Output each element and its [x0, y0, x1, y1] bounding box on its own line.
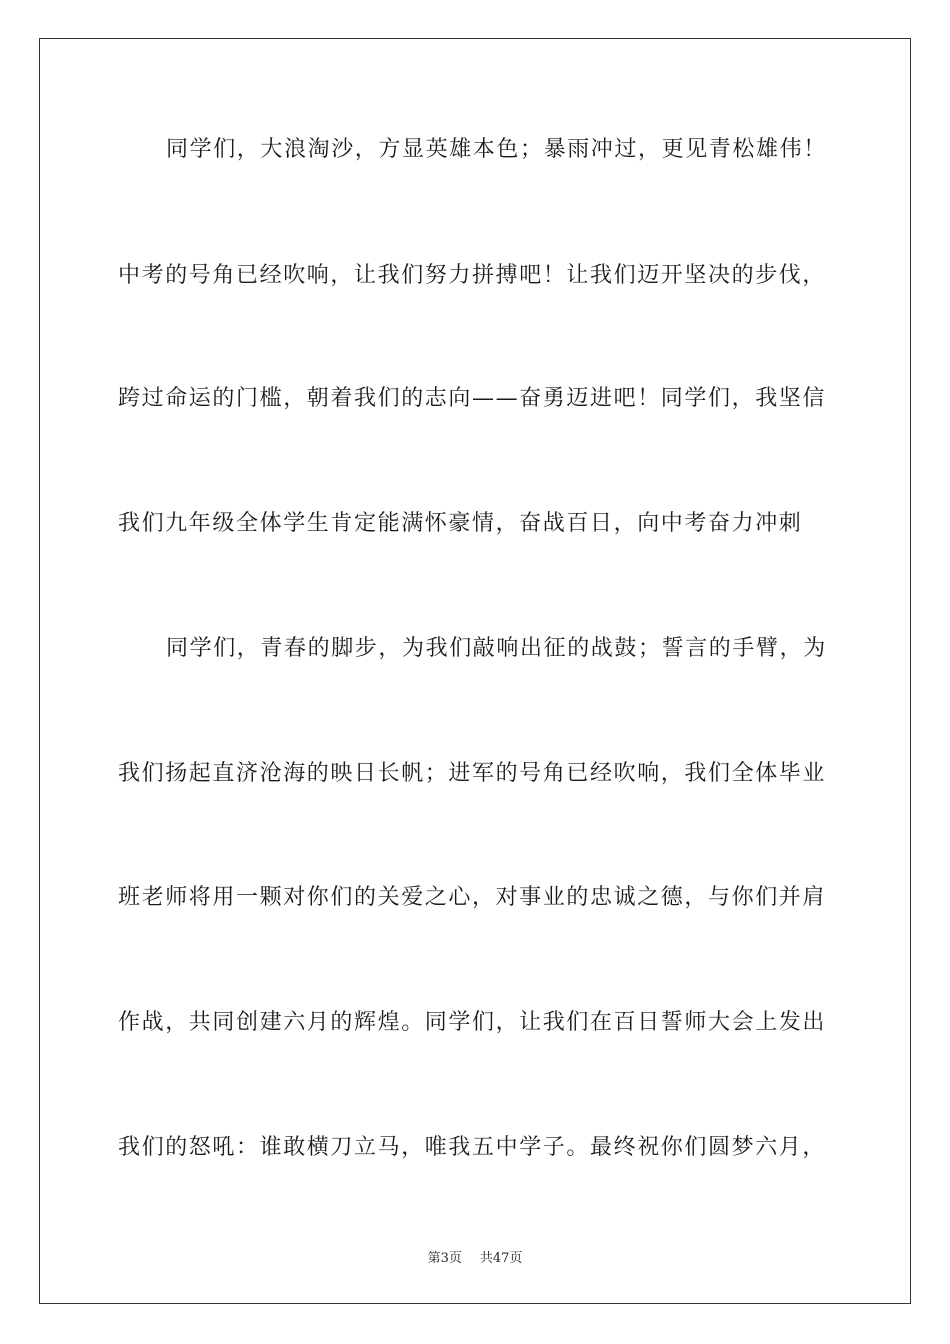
page-frame [39, 38, 911, 1304]
paragraph-2-line-1: 同学们，青春的脚步，为我们敲响出征的战鼓；誓言的手臂，为 [166, 636, 827, 661]
paragraph-1-line-4: 我们九年级全体学生肯定能满怀豪情，奋战百日，向中考奋力冲刺 [118, 511, 803, 536]
paragraph-1-line-2: 中考的号角已经吹响，让我们努力拼搏吧！让我们迈开坚决的步伐， [118, 263, 827, 288]
paragraph-2-line-3: 班老师将用一颗对你们的关爱之心，对事业的忠诚之德，与你们并肩 [118, 885, 827, 910]
paragraph-2-line-4: 作战，共同创建六月的辉煌。同学们，让我们在百日誓师大会上发出 [118, 1010, 827, 1035]
paragraph-2-line-2: 我们扬起直济沧海的映日长帆；进军的号角已经吹响，我们全体毕业 [118, 761, 827, 786]
paragraph-1-line-1: 同学们，大浪淘沙，方显英雄本色；暴雨冲过，更见青松雄伟！ [166, 137, 827, 162]
paragraph-2-line-5: 我们的怒吼：谁敢横刀立马，唯我五中学子。最终祝你们圆梦六月， [118, 1135, 827, 1160]
page-footer [0, 1247, 950, 1266]
total-pages: 共47页 [479, 1251, 523, 1266]
paragraph-1-line-3: 跨过命运的门槛，朝着我们的志向——奋勇迈进吧！同学们，我坚信 [118, 386, 827, 411]
page-number: 第3页 [427, 1251, 462, 1266]
